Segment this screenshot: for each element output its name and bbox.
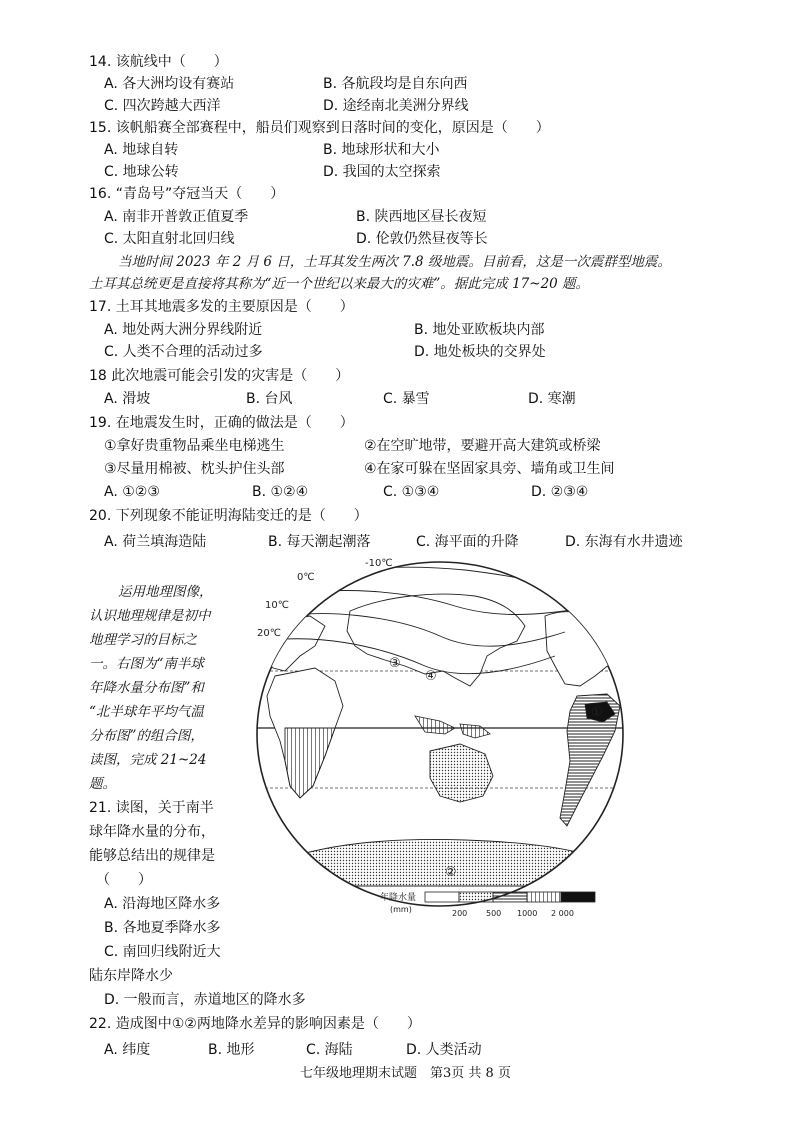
side-text-7: 分布图”的组合图，: [89, 728, 204, 744]
label-isotherm-0: 0℃: [297, 572, 315, 583]
q20-option-b: B. 每天潮起潮落: [268, 534, 371, 550]
q14-option-a: A. 各大洲均设有赛站: [104, 76, 235, 92]
q15-option-a: A. 地球自转: [104, 142, 179, 158]
q14-stem: 14. 该航线中（ ）: [89, 54, 228, 70]
marker-4: ④: [425, 669, 437, 684]
legend-swatch-4: [527, 892, 561, 902]
legend-swatch-2: [459, 892, 493, 902]
q21-option-b: B. 各地夏季降水多: [104, 920, 221, 936]
q21-option-a: A. 沿海地区降水多: [104, 896, 221, 912]
label-isotherm-20: 20℃: [257, 628, 281, 639]
q17-option-d: D. 地处板块的交界处: [414, 344, 546, 360]
q21-option-d: D. 一般而言，赤道地区的降水多: [104, 992, 306, 1008]
q17-option-a: A. 地处两大洲分界线附近: [104, 322, 263, 338]
side-text-2: 认识地理规律是初中: [89, 608, 211, 624]
q14-option-d: D. 途经南北美洲分界线: [323, 98, 469, 114]
side-text-1: 运用地理图像，: [118, 584, 213, 600]
q16-option-a: A. 南非开普敦正值夏季: [104, 209, 249, 225]
q19-item-4: ④在家可躲在坚固家具旁、墙角或卫生间: [364, 461, 615, 477]
q19-option-c: C. ①③④: [383, 484, 440, 500]
q18-option-b: B. 台风: [246, 391, 293, 407]
marker-1: ①: [591, 705, 603, 720]
q21-stem-2: 球年降水量的分布，: [89, 824, 215, 840]
side-text-4: 一。右图为“南半球: [89, 656, 204, 672]
q21-stem-1: 21. 读图，关于南半: [89, 800, 214, 816]
legend-unit: (mm): [390, 905, 412, 914]
q19-option-a: A. ①②③: [104, 484, 160, 500]
q16-option-c: C. 太阳直射北回归线: [104, 231, 235, 247]
q22-stem: 22. 造成图中①②两地降水差异的影响因素是（ ）: [89, 1016, 421, 1032]
q17-option-b: B. 地处亚欧板块内部: [414, 322, 545, 338]
q21-option-c: C. 南回归线附近大: [104, 944, 221, 960]
q17-stem: 17. 土耳其地震多发的主要原因是（ ）: [89, 299, 354, 315]
q18-option-c: C. 暴雪: [383, 391, 430, 407]
q16-option-d: D. 伦敦仍然昼夜等长: [356, 231, 488, 247]
side-text-3: 地理学习的目标之: [89, 632, 197, 648]
q22-option-c: C. 海陆: [306, 1042, 353, 1058]
q18-stem: 18 此次地震可能会引发的灾害是（ ）: [89, 368, 350, 384]
label-isotherm-minus10: -10℃: [365, 558, 393, 569]
q19-option-b: B. ①②④: [252, 484, 309, 500]
legend-tick-2000: 2 000: [551, 909, 574, 918]
legend-swatch-1: [425, 892, 459, 902]
marker-3: ③: [389, 656, 401, 671]
q21-stem-3: 能够总结出的规律是: [89, 848, 215, 864]
legend-tick-1000: 1000: [517, 909, 538, 918]
footer-page-number: 第3页 共 8 页: [430, 1066, 511, 1081]
intro-line-1: 当地时间 2023 年 2 月 6 日，土耳其发生两次 7.8 级地震。目前看，这是一次震群型地震。: [118, 254, 671, 270]
legend-tick-200: 200: [452, 909, 468, 918]
q22-option-b: B. 地形: [208, 1042, 255, 1058]
legend-title: 年降水量: [380, 893, 417, 903]
q15-stem: 15. 该帆船赛全部赛程中，船员们观察到日落时间的变化，原因是（ ）: [89, 120, 550, 136]
q17-option-c: C. 人类不合理的活动过多: [104, 344, 263, 360]
side-text-5: 年降水量分布图”和: [89, 680, 204, 696]
q20-option-a: A. 荷兰填海造陆: [104, 534, 207, 550]
q19-stem: 19. 在地震发生时，正确的做法是（ ）: [89, 415, 354, 431]
q14-option-b: B. 各航段均是自东向西: [323, 76, 468, 92]
q15-option-d: D. 我国的太空探索: [323, 164, 441, 180]
q18-option-a: A. 滑坡: [104, 391, 151, 407]
q22-option-a: A. 纬度: [104, 1042, 151, 1058]
label-isotherm-10: 10℃: [265, 600, 289, 611]
q19-item-2: ②在空旷地带，要避开高大建筑或桥梁: [364, 438, 601, 454]
world-map-figure: [255, 556, 625, 930]
q15-option-b: B. 地球形状和大小: [323, 142, 440, 158]
marker-2: ②: [445, 865, 457, 880]
q16-stem: 16. “青岛号”夺冠当天（ ）: [89, 186, 285, 202]
q16-option-b: B. 陕西地区昼长夜短: [356, 209, 487, 225]
q19-item-3: ③尽量用棉被、枕头护住头部: [104, 461, 285, 477]
q20-option-c: C. 海平面的升降: [416, 534, 519, 550]
side-text-6: “北半球年平均气温: [89, 704, 204, 720]
legend-tick-500: 500: [486, 909, 502, 918]
q20-stem: 20. 下列现象不能证明海陆变迁的是（ ）: [89, 508, 368, 524]
q19-item-1: ①拿好贵重物品乘坐电梯逃生: [104, 438, 285, 454]
legend-swatch-5: [561, 892, 595, 902]
q19-option-d: D. ②③④: [531, 484, 589, 500]
intro-line-2: 土耳其总统更是直接将其称为“近一个世纪以来最大的灾难”。据此完成 17~20 题。: [89, 276, 590, 292]
q15-option-c: C. 地球公转: [104, 164, 179, 180]
side-text-9: 题。: [89, 776, 116, 792]
q21-option-c-cont: 陆东岸降水少: [89, 968, 173, 984]
q14-option-c: C. 四次跨越大西洋: [104, 98, 221, 114]
legend-swatch-3: [493, 892, 527, 902]
q22-option-d: D. 人类活动: [406, 1042, 482, 1058]
q21-stem-4: （ ）: [96, 872, 152, 888]
footer-exam-title: 七年级地理期末试题: [300, 1066, 418, 1081]
q20-option-d: D. 东海有水井遗迹: [565, 534, 683, 550]
q18-option-d: D. 寒潮: [528, 391, 576, 407]
side-text-8: 读图，完成 21~24: [89, 752, 207, 768]
